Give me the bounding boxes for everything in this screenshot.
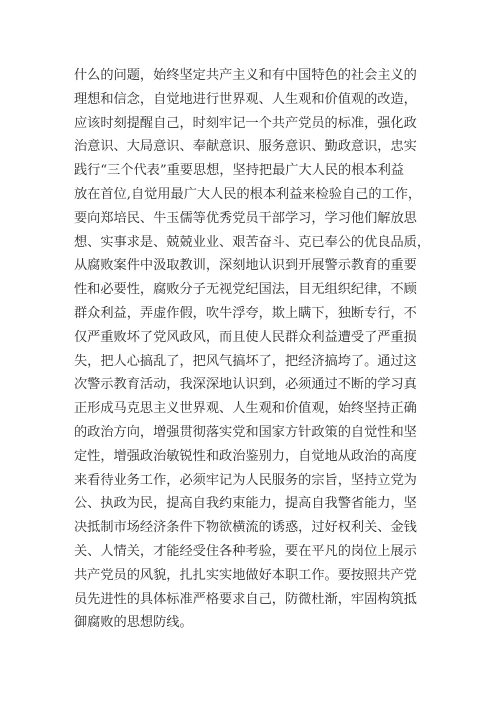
text-line: 决抵制市场经济条件下物欲横流的诱惑，过好权利关、金钱: [74, 520, 417, 536]
text-line: 从腐败案件中汲取教训，深刻地认识到开展警示教育的重要: [74, 258, 417, 274]
text-line: 性和必要性，腐败分子无视党纪国法，目无组织纪律，不顾: [74, 282, 417, 298]
text-line: 正形成马克思主义世界观、人生观和价值观，始终坚持正确: [74, 401, 417, 417]
text-line: 员先进性的具体标准严格要求自己，防微杜渐，牢固构筑抵: [74, 591, 417, 607]
text-line: 关、人情关，才能经受住各种考验，要在平凡的岗位上展示: [74, 543, 417, 559]
text-line: 定性，增强政治敏锐性和政治鉴别力，自觉地从政治的高度: [74, 448, 417, 464]
text-line: 理想和信念，自觉地进行世界观、人生观和价值观的改造，: [74, 91, 417, 107]
text-line: 公、执政为民，提高自我约束能力，提高自我警省能力，坚: [74, 496, 417, 512]
text-line: 御腐败的思想防线。: [74, 615, 193, 631]
text-line: 的政治方向，增强贯彻落实党和国家方针政策的自觉性和坚: [74, 424, 417, 440]
text-line: 次警示教育活动，我深深地认识到，必须通过不断的学习真: [74, 377, 417, 393]
text-line: 群众利益，弄虚作假，吹牛浮夸，欺上瞒下，独断专行，不: [74, 305, 417, 321]
text-line: 想、实事求是、兢兢业业、艰苦奋斗、克已奉公的优良品质，: [74, 234, 431, 250]
text-line: 应该时刻提醒自己，时刻牢记一个共产党员的标准，强化政: [74, 115, 417, 131]
body-paragraph: [74, 64, 434, 635]
text-line: 践行“三个代表”重要思想，坚持把最广大人民的根本利益: [74, 163, 404, 179]
text-line: 仅严重败坏了党风政风，而且使人民群众利益遭受了严重损: [74, 329, 417, 345]
text-line: 来看待业务工作，必须牢记为人民服务的宗旨，坚持立党为: [74, 472, 417, 488]
text-line: 什么的问题，始终坚定共产主义和有中国特色的社会主义的: [74, 68, 417, 83]
text-line: 失，把人心搞乱了，把风气搞坏了，把经济搞垮了。通过这: [74, 353, 417, 369]
text-line: 要向郑培民、牛玉儒等优秀党员干部学习，学习他们解放思: [74, 210, 417, 226]
text-line: 共产党员的风貌，扎扎实实地做好本职工作。要按照共产党: [74, 567, 417, 583]
text-line: 治意识、大局意识、奉献意识、服务意识、勤政意识，忠实: [74, 139, 417, 155]
text-line: 放在首位,自觉用最广大人民的根本利益来检验自己的工作，: [74, 186, 422, 202]
